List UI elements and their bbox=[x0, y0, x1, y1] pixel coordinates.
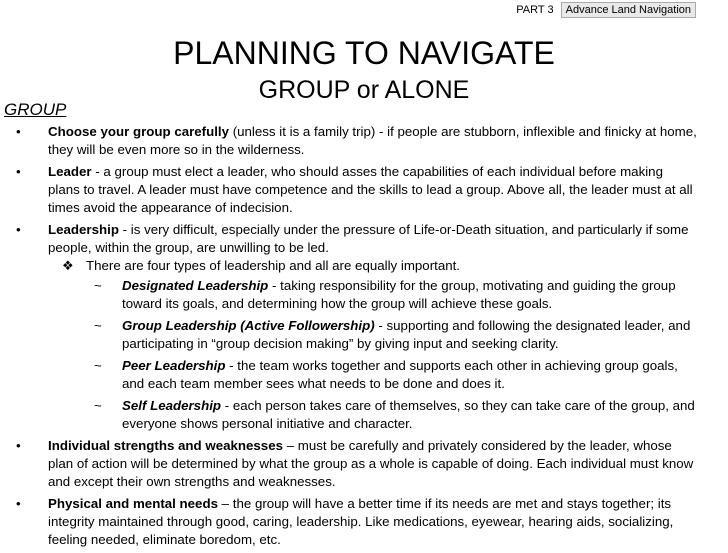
bullet-text: – must be carefully and privately considered by the leader, whose plan of action will be determined by what the group as a whole is capable of doing. Each individual must know and except their own strengths and weaknesses. bbox=[48, 438, 694, 489]
bullet-icon: • bbox=[16, 124, 21, 139]
bullet-bold: Physical and mental needs bbox=[48, 496, 218, 511]
type-text: - the team works together and supports each other in achieving group goals, and each team member sees what needs to be done and does it. bbox=[122, 358, 678, 391]
bullet-text: (unless it is a family trip) - if people are stubborn, inflexible and finicky at home, they will be even more so in the wilderness. bbox=[48, 124, 697, 157]
bullet-icon: • bbox=[16, 496, 21, 511]
type-text: - supporting and following the designated leader, and participating in “group decision making” by giving input and seeking clarity. bbox=[122, 318, 691, 351]
bullet-bold: Choose your group carefully bbox=[48, 124, 230, 139]
part-label: PART 3 bbox=[516, 4, 554, 16]
bullet-item bbox=[0, 221, 728, 257]
leadership-type bbox=[0, 277, 728, 313]
tilde-icon: ~ bbox=[94, 358, 102, 373]
diamond-icon: ❖ bbox=[62, 258, 74, 273]
part-header bbox=[516, 4, 696, 16]
bullet-item bbox=[0, 123, 728, 159]
leadership-type bbox=[0, 357, 728, 393]
type-name: Group Leadership (Active Followership) bbox=[122, 318, 375, 333]
bullet-bold: Individual strengths and weaknesses bbox=[48, 438, 283, 453]
bullet-icon: • bbox=[16, 438, 21, 453]
sub-bullet-text: There are four types of leadership and all are equally important. bbox=[86, 258, 461, 273]
tilde-icon: ~ bbox=[94, 278, 102, 293]
tilde-icon: ~ bbox=[94, 318, 102, 333]
leadership-type bbox=[0, 397, 728, 433]
bullet-text: - a group must elect a leader, who should asses the capabilities of each individual before making plans to travel. A leader must have competence and the skills to lead a group. Above all, the leader must at all times avoid the appearance of indecision. bbox=[48, 164, 693, 215]
bullet-icon: • bbox=[16, 164, 21, 179]
type-name: Self Leadership bbox=[122, 398, 222, 413]
bullet-item bbox=[0, 437, 728, 491]
section-heading: GROUP bbox=[4, 100, 67, 119]
bullet-bold: Leader bbox=[48, 164, 92, 179]
type-text: - each person takes care of themselves, so they can take care of the group, and everyone shows personal initiative and character. bbox=[122, 398, 695, 431]
page-subtitle: GROUP or ALONE bbox=[258, 76, 470, 104]
tilde-icon: ~ bbox=[94, 398, 102, 413]
sub-bullet bbox=[0, 257, 728, 275]
type-name: Designated Leadership bbox=[122, 278, 269, 293]
bullet-text: - is very difficult, especially under the pressure of Life-or-Death situation, and particularly if some people, within the group, are unwilling to be led. bbox=[48, 222, 689, 255]
content-body bbox=[0, 123, 728, 553]
bullet-icon: • bbox=[16, 222, 21, 237]
type-text: - taking responsibility for the group, motivating and guiding the group toward its goals, and determining how the group will achieve these goals. bbox=[122, 278, 676, 311]
part-topic: Advance Land Navigation bbox=[561, 2, 696, 18]
leadership-type bbox=[0, 317, 728, 353]
page-title: PLANNING TO NAVIGATE bbox=[173, 35, 555, 71]
type-name: Peer Leadership bbox=[122, 358, 226, 373]
bullet-bold: Leadership bbox=[48, 222, 119, 237]
bullet-text: – the group will have a better time if its needs are met and stays together; its integrity maintained through good, caring, leadership. Like medications, eyewear, hearing aids, socializing, feeling needed, eliminate boredom, etc. bbox=[48, 496, 674, 547]
bullet-item bbox=[0, 163, 728, 217]
bullet-item bbox=[0, 495, 728, 549]
